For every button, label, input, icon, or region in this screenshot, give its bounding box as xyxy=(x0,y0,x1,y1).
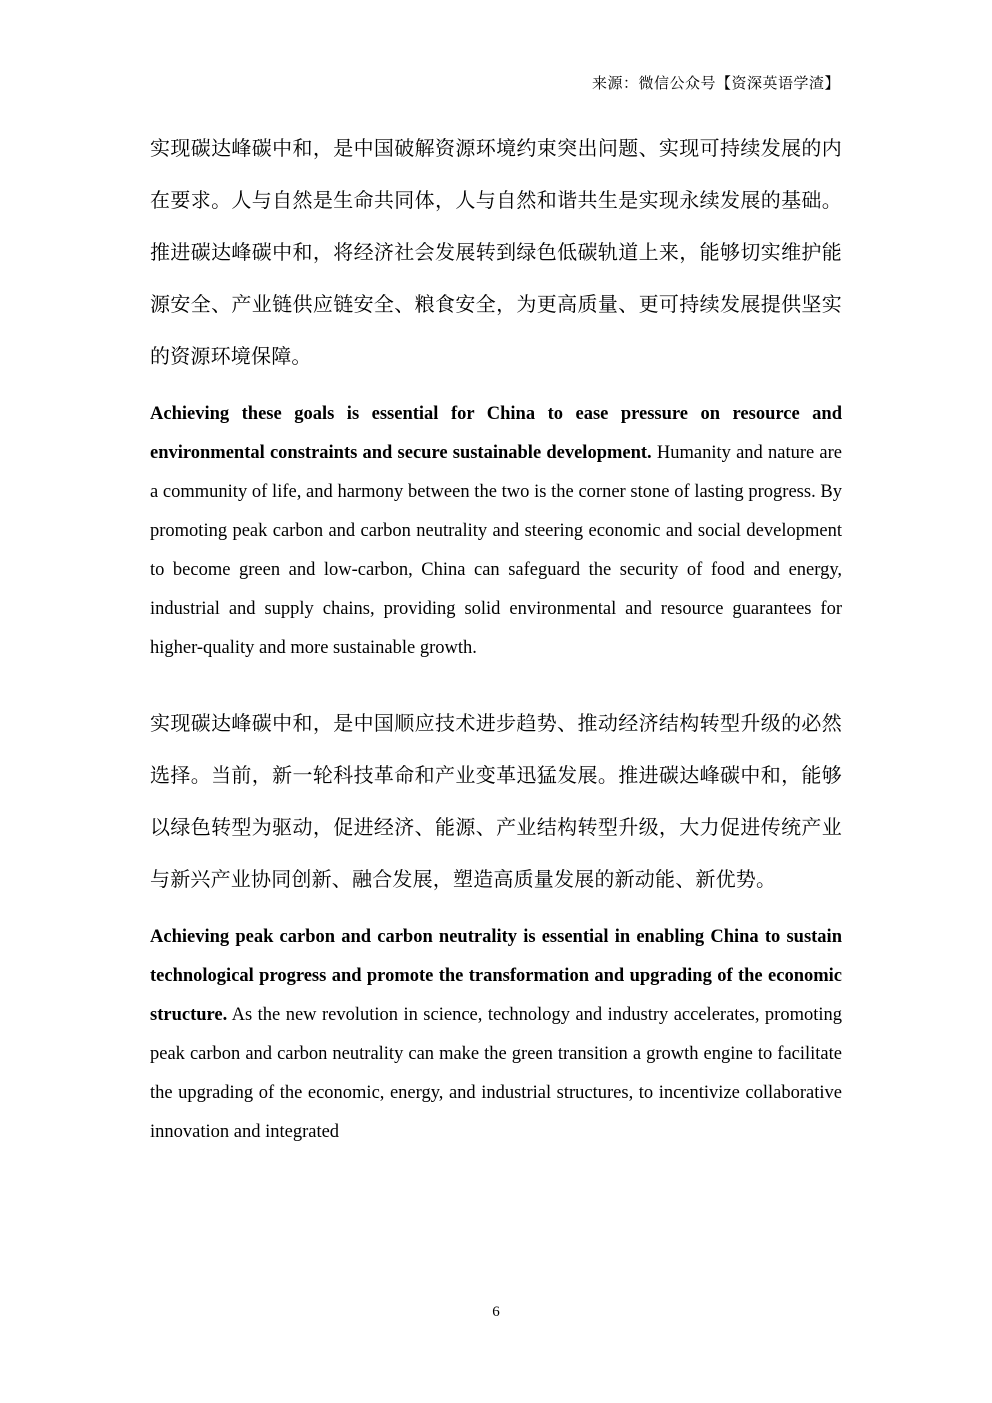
paragraph-en-1 xyxy=(150,395,842,668)
paragraph-en-2-body: As the new revolution in science, technology and industry accelerates, promoting peak carbon and carbon neutrality can make the green transition a growth engine to facilitate the upgrading of the economic, energy, and industrial structures, to incentivize collaborative innovation and integrated xyxy=(150,1005,842,1142)
paragraph-en-1-body: Humanity and nature are a community of life, and harmony between the two is the corner stone of lasting progress. By promoting peak carbon and carbon neutrality and steering economic and social development to become green and low-carbon, China can safeguard the security of food and energy, industrial and supply chains, providing solid environmental and resource guarantees for higher-quality and more sustainable growth. xyxy=(150,443,842,658)
paragraph-en-2-lead: Achieving peak carbon and carbon neutrality is essential in enabling China to sustain technological progress and promote the transformation and upgrading of the economic structure. xyxy=(150,927,842,1025)
paragraph-zh-2: 实现碳达峰碳中和，是中国顺应技术进步趋势、推动经济结构转型升级的必然选择。当前，新一轮科技革命和产业变革迅猛发展。推进碳达峰碳中和，能够以绿色转型为驱动，促进经济、能源、产业结构转型升级，大力促进传统产业与新兴产业协同创新、融合发展，塑造高质量发展的新动能、新优势。 xyxy=(150,711,842,891)
paragraph-en-1-lead: Achieving these goals is essential for China to ease pressure on resource and environmental constraints and secure sustainable development. xyxy=(150,404,842,463)
paragraph-zh-1: 实现碳达峰碳中和，是中国破解资源环境约束突出问题、实现可持续发展的内在要求。人与自然是生命共同体，人与自然和谐共生是实现永续发展的基础。推进碳达峰碳中和，将经济社会发展转到绿色低碳轨道上来，能够切实维护能源安全、产业链供应链安全、粮食安全，为更高质量、更可持续发展提供坚实的资源环境保障。 xyxy=(150,136,842,368)
paragraph-en-2 xyxy=(150,918,842,1152)
page-number: 6 xyxy=(492,1304,500,1320)
source-header: 来源：微信公众号【资深英语学渣】 xyxy=(591,74,840,92)
document-body xyxy=(150,122,842,1181)
